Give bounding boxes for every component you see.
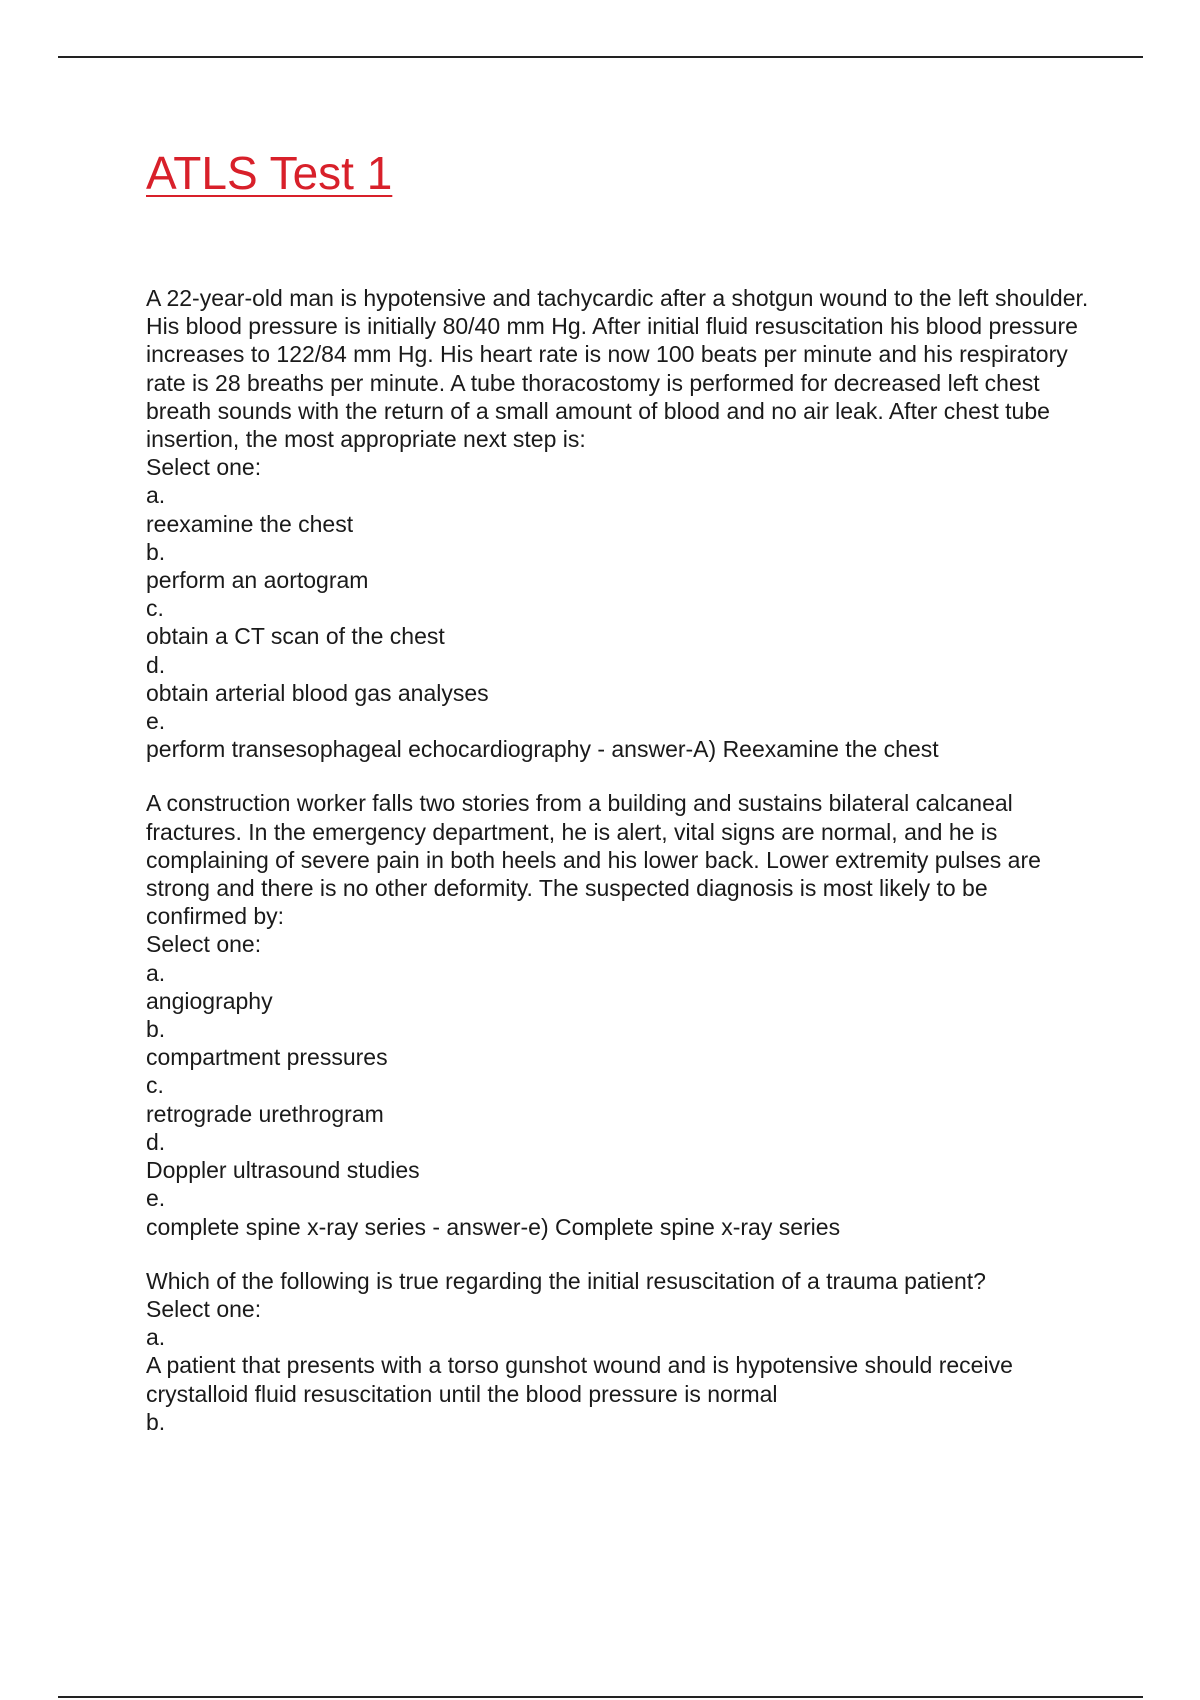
option-letter: d. [146, 651, 166, 678]
option-letter: c. [146, 1072, 164, 1099]
select-prompt: Select one: [146, 454, 262, 481]
question-stem: A construction worker falls two stories from a building and sustains bilateral calcaneal fractures. In the emergency department, he is alert, vital signs are normal, and he is complaining of severe pain in both heels and his lower back. Lower extremity pulses are strong and there is no other deformity. The suspected diagnosis is most likely to be confirmed by: [146, 790, 1041, 930]
option-letter: e. [146, 1185, 166, 1212]
option-letter: e. [146, 708, 166, 735]
question-stem: Which of the following is true regarding the initial resuscitation of a trauma patient? [146, 1267, 986, 1294]
select-prompt: Select one: [146, 931, 262, 958]
option-text: angiography [146, 987, 273, 1014]
document-body [146, 284, 1091, 1462]
option-text-with-answer: perform transesophageal echocardiography - answer-A) Reexamine the chest [146, 736, 939, 763]
question-2 [146, 789, 1091, 1240]
option-letter: d. [146, 1128, 166, 1155]
option-text: A patient that presents with a torso gunshot wound and is hypotensive should receive crystalloid fluid resuscitation until the blood pressure is normal [146, 1352, 1013, 1407]
option-letter: b. [146, 538, 166, 565]
option-text: compartment pressures [146, 1044, 388, 1071]
option-letter: c. [146, 595, 164, 622]
question-3 [146, 1267, 1091, 1436]
question-1 [146, 284, 1091, 763]
header-rule [58, 56, 1143, 58]
select-prompt: Select one: [146, 1295, 262, 1322]
option-text: obtain a CT scan of the chest [146, 623, 445, 650]
option-text: obtain arterial blood gas analyses [146, 679, 489, 706]
option-letter: a. [146, 482, 166, 509]
option-letter: b. [146, 1016, 166, 1043]
option-text-with-answer: complete spine x-ray series - answer-e) Complete spine x-ray series [146, 1213, 841, 1240]
option-text: retrograde urethrogram [146, 1100, 384, 1127]
question-stem: A 22-year-old man is hypotensive and tachycardic after a shotgun wound to the left shoulder. His blood pressure is initially 80/40 mm Hg. After initial fluid resuscitation his blood pressure increases to 122/84 mm Hg. His heart rate is now 100 beats per minute and his respiratory rate is 28 breaths per minute. A tube thoracostomy is performed for decreased left chest breath sounds with the return of a small amount of blood and no air leak. After chest tube insertion, the most appropriate next step is: [146, 285, 1089, 453]
option-text: Doppler ultrasound studies [146, 1157, 420, 1184]
option-text: reexamine the chest [146, 510, 354, 537]
document-title: ATLS Test 1 [146, 147, 393, 199]
footer-rule [58, 1696, 1143, 1698]
option-letter: b. [146, 1408, 166, 1435]
option-letter: a. [146, 959, 166, 986]
option-letter: a. [146, 1324, 166, 1351]
option-text: perform an aortogram [146, 567, 369, 594]
